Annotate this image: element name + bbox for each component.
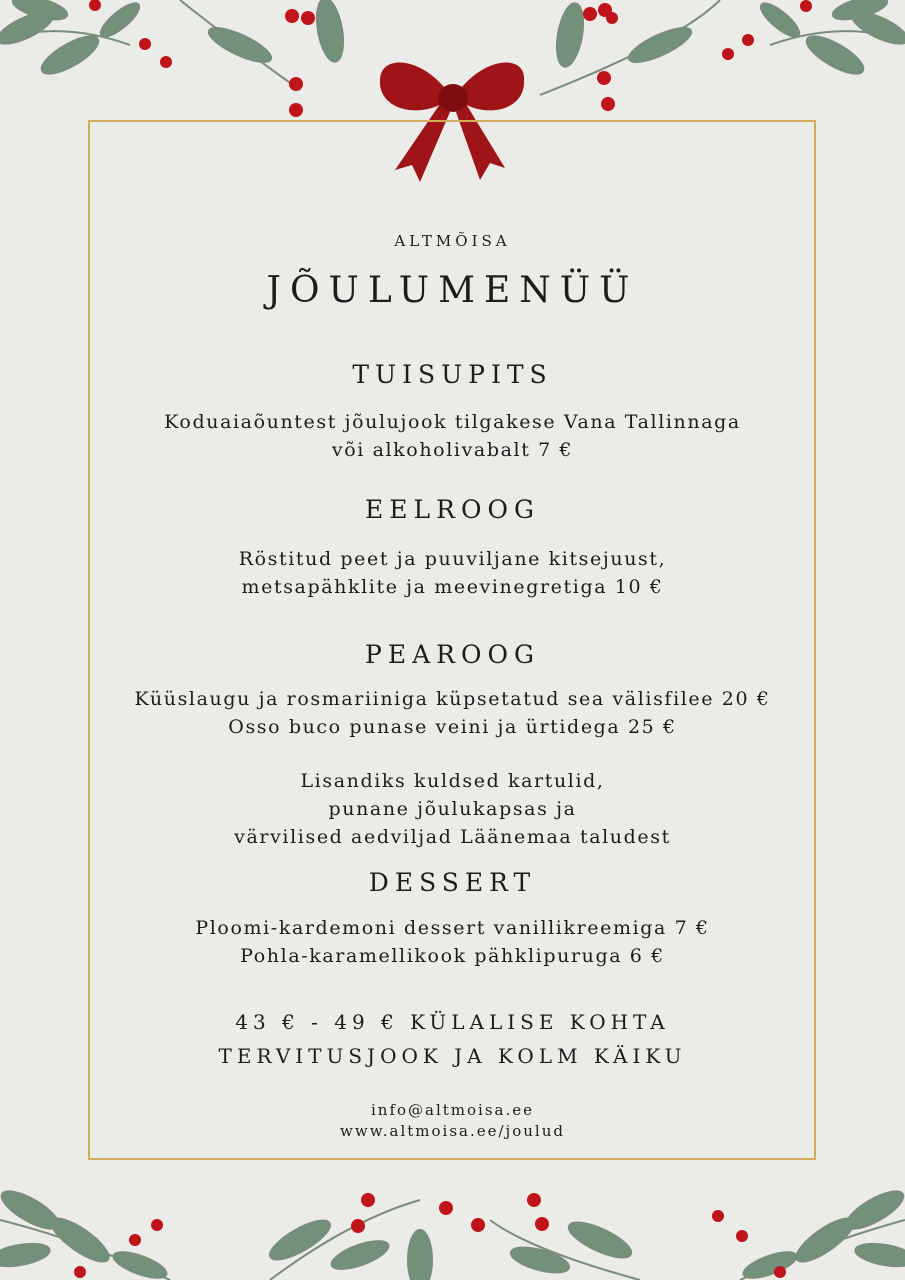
menu-line: värvilised aedviljad Läänemaa taludest [234, 826, 671, 848]
section-heading-dessert: DESSERT [368, 868, 537, 897]
menu-line: punane jõulukapsas ja [328, 798, 577, 820]
menu-line: Koduaiaõuntest jõulujook tilgakese Vana Tallinnaga [164, 411, 741, 433]
bottom-holly-decoration [0, 1180, 905, 1280]
section-body-eelroog [0, 545, 905, 601]
courses-summary: TERVITUSJOOK JA KOLM KÄIKU [218, 1044, 687, 1068]
section-body-tuisupits [0, 408, 905, 464]
contact-info [0, 1100, 905, 1142]
section-body-dessert [0, 914, 905, 970]
brand-name: ALTMÕISA [394, 232, 511, 250]
red-berry-icon [74, 1193, 786, 1278]
holly-branch-icon [0, 1184, 905, 1280]
menu-line: Osso buco punase veini ja ürtidega 25 € [228, 716, 677, 738]
menu-line: Küüslaugu ja rosmariiniga küpsetatud sea välisfilee 20 € [134, 688, 771, 710]
section-body-pearoog [0, 685, 905, 741]
menu-line: Röstitud peet ja puuviljane kitsejuust, [238, 548, 667, 570]
pricing [0, 1005, 905, 1073]
menu-line: Pohla-karamellikook pähklipuruga 6 € [240, 945, 665, 967]
menu-line: või alkoholivabalt 7 € [331, 439, 574, 461]
menu-title: JÕULUMENÜÜ [266, 270, 639, 311]
menu-line: Ploomi-kardemoni dessert vanillikreemiga 7 € [195, 917, 710, 939]
email-link[interactable]: info@altmoisa.ee [370, 1101, 535, 1119]
section-sides-pearoog [0, 767, 905, 851]
section-heading-pearoog: PEAROOG [365, 640, 540, 669]
holly-branch-icon [0, 0, 905, 95]
section-heading-eelroog: EELROOG [365, 495, 540, 524]
website-link[interactable]: www.altmoisa.ee/joulud [340, 1122, 565, 1140]
red-berry-icon [89, 0, 812, 117]
section-heading-tuisupits: TUISUPITS [352, 360, 553, 389]
menu-line: metsapähklite ja meevinegretiga 10 € [241, 576, 664, 598]
price-per-guest: 43 € - 49 € KÜLALISE KOHTA [235, 1010, 670, 1034]
menu-line: Lisandiks kuldsed kartulid, [300, 770, 605, 792]
